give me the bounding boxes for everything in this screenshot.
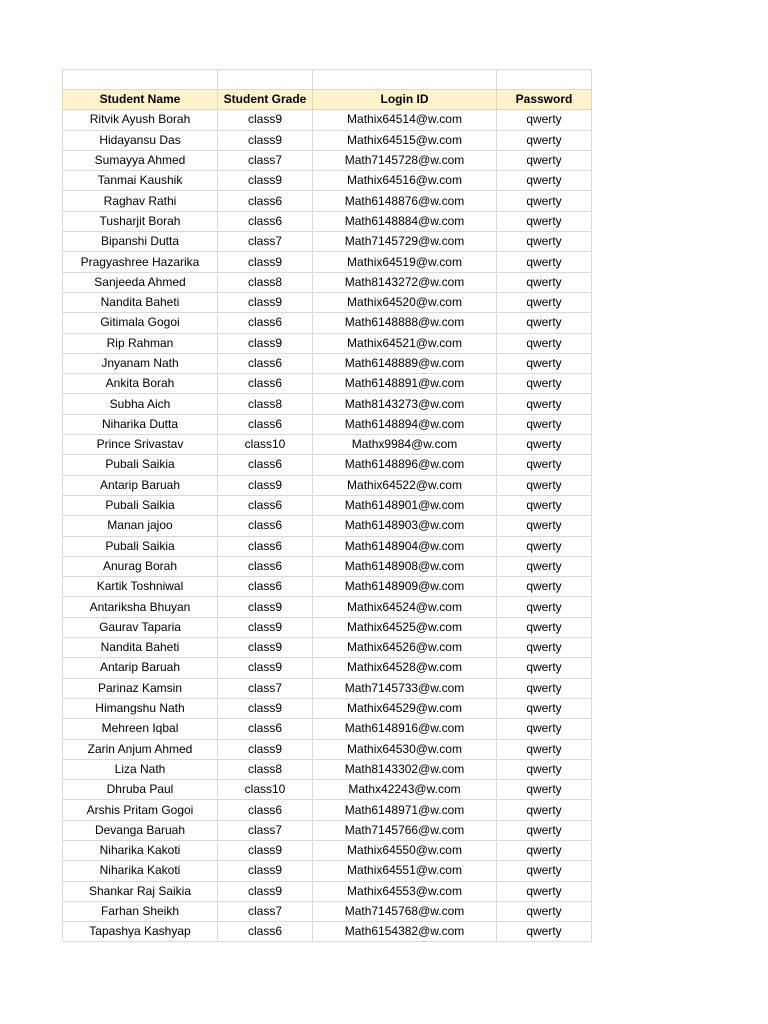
student-grade-cell: class10 bbox=[218, 435, 313, 455]
login-id-cell: Mathix64516@w.com bbox=[313, 171, 497, 191]
student-name-cell: Tapashya Kashyap bbox=[63, 922, 218, 942]
login-id-cell: Math7145729@w.com bbox=[313, 232, 497, 252]
student-name-cell: Himangshu Nath bbox=[63, 698, 218, 718]
blank-row bbox=[63, 70, 592, 90]
student-name-cell: Farhan Sheikh bbox=[63, 901, 218, 921]
student-login-table bbox=[62, 69, 592, 942]
student-grade-cell: class9 bbox=[218, 130, 313, 150]
table-row bbox=[63, 719, 592, 739]
login-id-cell: Mathix64551@w.com bbox=[313, 861, 497, 881]
student-name-cell: Pubali Saikia bbox=[63, 455, 218, 475]
student-name-cell: Gitimala Gogoi bbox=[63, 313, 218, 333]
table-row bbox=[63, 435, 592, 455]
student-grade-cell: class6 bbox=[218, 414, 313, 434]
password-cell: qwerty bbox=[497, 759, 592, 779]
table-row bbox=[63, 638, 592, 658]
login-id-cell: Math6148876@w.com bbox=[313, 191, 497, 211]
table-row bbox=[63, 820, 592, 840]
login-id-cell: Math6148884@w.com bbox=[313, 211, 497, 231]
table-row bbox=[63, 780, 592, 800]
password-cell: qwerty bbox=[497, 455, 592, 475]
student-grade-cell: class6 bbox=[218, 353, 313, 373]
password-cell: qwerty bbox=[497, 922, 592, 942]
student-grade-cell: class7 bbox=[218, 678, 313, 698]
student-name-cell: Hidayansu Das bbox=[63, 130, 218, 150]
password-cell: qwerty bbox=[497, 597, 592, 617]
table-row bbox=[63, 495, 592, 515]
password-cell: qwerty bbox=[497, 211, 592, 231]
student-grade-cell: class9 bbox=[218, 617, 313, 637]
password-cell: qwerty bbox=[497, 110, 592, 130]
student-name-cell: Pragyashree Hazarika bbox=[63, 252, 218, 272]
password-cell: qwerty bbox=[497, 495, 592, 515]
student-name-cell: Liza Nath bbox=[63, 759, 218, 779]
student-name-cell: Antarip Baruah bbox=[63, 475, 218, 495]
password-cell: qwerty bbox=[497, 292, 592, 312]
student-name-cell: Prince Srivastav bbox=[63, 435, 218, 455]
student-grade-cell: class8 bbox=[218, 272, 313, 292]
password-cell: qwerty bbox=[497, 333, 592, 353]
login-id-cell: Mathx42243@w.com bbox=[313, 780, 497, 800]
student-grade-cell: class9 bbox=[218, 597, 313, 617]
login-id-cell: Mathx9984@w.com bbox=[313, 435, 497, 455]
table-row bbox=[63, 475, 592, 495]
login-id-cell: Math6148903@w.com bbox=[313, 516, 497, 536]
password-cell: qwerty bbox=[497, 556, 592, 576]
table-row bbox=[63, 292, 592, 312]
header-password: Password bbox=[497, 90, 592, 110]
password-cell: qwerty bbox=[497, 901, 592, 921]
blank-cell bbox=[313, 70, 497, 90]
login-id-cell: Mathix64526@w.com bbox=[313, 638, 497, 658]
student-grade-cell: class6 bbox=[218, 495, 313, 515]
password-cell: qwerty bbox=[497, 130, 592, 150]
student-name-cell: Jnyanam Nath bbox=[63, 353, 218, 373]
login-id-cell: Mathix64521@w.com bbox=[313, 333, 497, 353]
student-name-cell: Antarip Baruah bbox=[63, 658, 218, 678]
table-row bbox=[63, 171, 592, 191]
password-cell: qwerty bbox=[497, 414, 592, 434]
table-row bbox=[63, 272, 592, 292]
login-id-cell: Mathix64530@w.com bbox=[313, 739, 497, 759]
student-grade-cell: class9 bbox=[218, 333, 313, 353]
student-name-cell: Pubali Saikia bbox=[63, 536, 218, 556]
header-row bbox=[63, 90, 592, 110]
password-cell: qwerty bbox=[497, 353, 592, 373]
password-cell: qwerty bbox=[497, 577, 592, 597]
student-grade-cell: class6 bbox=[218, 516, 313, 536]
login-id-cell: Math7145728@w.com bbox=[313, 150, 497, 170]
student-grade-cell: class6 bbox=[218, 800, 313, 820]
table-row bbox=[63, 333, 592, 353]
login-id-cell: Math7145768@w.com bbox=[313, 901, 497, 921]
table-row bbox=[63, 901, 592, 921]
password-cell: qwerty bbox=[497, 840, 592, 860]
password-cell: qwerty bbox=[497, 313, 592, 333]
student-grade-cell: class7 bbox=[218, 901, 313, 921]
table-row bbox=[63, 739, 592, 759]
table-row bbox=[63, 800, 592, 820]
table-row bbox=[63, 678, 592, 698]
student-name-cell: Rip Rahman bbox=[63, 333, 218, 353]
login-id-cell: Math6148909@w.com bbox=[313, 577, 497, 597]
table-row bbox=[63, 374, 592, 394]
login-id-cell: Math6148896@w.com bbox=[313, 455, 497, 475]
table-row bbox=[63, 698, 592, 718]
password-cell: qwerty bbox=[497, 658, 592, 678]
student-grade-cell: class9 bbox=[218, 698, 313, 718]
table-row bbox=[63, 191, 592, 211]
student-grade-cell: class9 bbox=[218, 638, 313, 658]
student-name-cell: Raghav Rathi bbox=[63, 191, 218, 211]
student-name-cell: Shankar Raj Saikia bbox=[63, 881, 218, 901]
table-row bbox=[63, 130, 592, 150]
login-id-cell: Mathix64519@w.com bbox=[313, 252, 497, 272]
student-name-cell: Tanmai Kaushik bbox=[63, 171, 218, 191]
login-id-cell: Mathix64515@w.com bbox=[313, 130, 497, 150]
student-grade-cell: class9 bbox=[218, 739, 313, 759]
student-grade-cell: class7 bbox=[218, 232, 313, 252]
login-id-cell: Mathix64524@w.com bbox=[313, 597, 497, 617]
student-grade-cell: class9 bbox=[218, 171, 313, 191]
student-grade-cell: class7 bbox=[218, 820, 313, 840]
student-name-cell: Sumayya Ahmed bbox=[63, 150, 218, 170]
student-name-cell: Nandita Baheti bbox=[63, 292, 218, 312]
password-cell: qwerty bbox=[497, 475, 592, 495]
table-row bbox=[63, 617, 592, 637]
password-cell: qwerty bbox=[497, 638, 592, 658]
login-id-cell: Mathix64550@w.com bbox=[313, 840, 497, 860]
password-cell: qwerty bbox=[497, 861, 592, 881]
student-grade-cell: class9 bbox=[218, 658, 313, 678]
student-grade-cell: class9 bbox=[218, 252, 313, 272]
password-cell: qwerty bbox=[497, 191, 592, 211]
table-row bbox=[63, 861, 592, 881]
password-cell: qwerty bbox=[497, 820, 592, 840]
login-id-cell: Math6154382@w.com bbox=[313, 922, 497, 942]
password-cell: qwerty bbox=[497, 435, 592, 455]
table-row bbox=[63, 840, 592, 860]
header-student-grade: Student Grade bbox=[218, 90, 313, 110]
login-id-cell: Math6148891@w.com bbox=[313, 374, 497, 394]
student-grade-cell: class7 bbox=[218, 150, 313, 170]
student-name-cell: Gaurav Taparia bbox=[63, 617, 218, 637]
login-id-cell: Math6148901@w.com bbox=[313, 495, 497, 515]
table-row bbox=[63, 414, 592, 434]
login-id-cell: Mathix64529@w.com bbox=[313, 698, 497, 718]
password-cell: qwerty bbox=[497, 800, 592, 820]
student-name-cell: Devanga Baruah bbox=[63, 820, 218, 840]
student-name-cell: Antariksha Bhuyan bbox=[63, 597, 218, 617]
student-name-cell: Ankita Borah bbox=[63, 374, 218, 394]
student-grade-cell: class6 bbox=[218, 577, 313, 597]
password-cell: qwerty bbox=[497, 719, 592, 739]
student-grade-cell: class10 bbox=[218, 780, 313, 800]
student-grade-cell: class9 bbox=[218, 881, 313, 901]
student-name-cell: Arshis Pritam Gogoi bbox=[63, 800, 218, 820]
table-row bbox=[63, 881, 592, 901]
password-cell: qwerty bbox=[497, 617, 592, 637]
password-cell: qwerty bbox=[497, 516, 592, 536]
student-name-cell: Subha Aich bbox=[63, 394, 218, 414]
student-name-cell: Zarin Anjum Ahmed bbox=[63, 739, 218, 759]
login-id-cell: Math6148894@w.com bbox=[313, 414, 497, 434]
table-row bbox=[63, 211, 592, 231]
password-cell: qwerty bbox=[497, 232, 592, 252]
student-grade-cell: class6 bbox=[218, 211, 313, 231]
login-id-cell: Mathix64525@w.com bbox=[313, 617, 497, 637]
table-row bbox=[63, 252, 592, 272]
login-id-cell: Math7145733@w.com bbox=[313, 678, 497, 698]
password-cell: qwerty bbox=[497, 374, 592, 394]
password-cell: qwerty bbox=[497, 394, 592, 414]
student-grade-cell: class6 bbox=[218, 922, 313, 942]
login-id-cell: Mathix64553@w.com bbox=[313, 881, 497, 901]
password-cell: qwerty bbox=[497, 536, 592, 556]
student-name-cell: Mehreen Iqbal bbox=[63, 719, 218, 739]
student-name-cell: Manan jajoo bbox=[63, 516, 218, 536]
table-row bbox=[63, 556, 592, 576]
login-id-cell: Mathix64520@w.com bbox=[313, 292, 497, 312]
table-row bbox=[63, 353, 592, 373]
password-cell: qwerty bbox=[497, 881, 592, 901]
blank-cell bbox=[497, 70, 592, 90]
student-name-cell: Kartik Toshniwal bbox=[63, 577, 218, 597]
table-row bbox=[63, 516, 592, 536]
login-id-cell: Math6148889@w.com bbox=[313, 353, 497, 373]
student-name-cell: Tusharjit Borah bbox=[63, 211, 218, 231]
login-id-cell: Math6148916@w.com bbox=[313, 719, 497, 739]
login-id-cell: Math6148904@w.com bbox=[313, 536, 497, 556]
table-row bbox=[63, 658, 592, 678]
login-id-cell: Mathix64528@w.com bbox=[313, 658, 497, 678]
student-name-cell: Dhruba Paul bbox=[63, 780, 218, 800]
password-cell: qwerty bbox=[497, 780, 592, 800]
student-name-cell: Pubali Saikia bbox=[63, 495, 218, 515]
login-id-cell: Math8143272@w.com bbox=[313, 272, 497, 292]
table-row bbox=[63, 536, 592, 556]
password-cell: qwerty bbox=[497, 252, 592, 272]
login-id-cell: Math6148971@w.com bbox=[313, 800, 497, 820]
table-row bbox=[63, 922, 592, 942]
student-grade-cell: class8 bbox=[218, 759, 313, 779]
student-grade-cell: class6 bbox=[218, 191, 313, 211]
table-row bbox=[63, 394, 592, 414]
student-grade-cell: class6 bbox=[218, 374, 313, 394]
student-grade-cell: class9 bbox=[218, 861, 313, 881]
password-cell: qwerty bbox=[497, 272, 592, 292]
table-row bbox=[63, 232, 592, 252]
student-name-cell: Niharika Kakoti bbox=[63, 840, 218, 860]
student-name-cell: Niharika Kakoti bbox=[63, 861, 218, 881]
student-name-cell: Sanjeeda Ahmed bbox=[63, 272, 218, 292]
password-cell: qwerty bbox=[497, 739, 592, 759]
table-row bbox=[63, 110, 592, 130]
header-login-id: Login ID bbox=[313, 90, 497, 110]
login-id-cell: Math7145766@w.com bbox=[313, 820, 497, 840]
login-id-cell: Math6148908@w.com bbox=[313, 556, 497, 576]
password-cell: qwerty bbox=[497, 171, 592, 191]
student-name-cell: Bipanshi Dutta bbox=[63, 232, 218, 252]
password-cell: qwerty bbox=[497, 678, 592, 698]
student-name-cell: Ritvik Ayush Borah bbox=[63, 110, 218, 130]
login-id-cell: Mathix64514@w.com bbox=[313, 110, 497, 130]
login-id-cell: Mathix64522@w.com bbox=[313, 475, 497, 495]
student-grade-cell: class6 bbox=[218, 556, 313, 576]
student-grade-cell: class6 bbox=[218, 313, 313, 333]
login-id-cell: Math6148888@w.com bbox=[313, 313, 497, 333]
table-row bbox=[63, 455, 592, 475]
student-grade-cell: class9 bbox=[218, 475, 313, 495]
table-row bbox=[63, 577, 592, 597]
student-name-cell: Niharika Dutta bbox=[63, 414, 218, 434]
student-grade-cell: class6 bbox=[218, 719, 313, 739]
password-cell: qwerty bbox=[497, 698, 592, 718]
student-grade-cell: class8 bbox=[218, 394, 313, 414]
login-id-cell: Math8143273@w.com bbox=[313, 394, 497, 414]
student-grade-cell: class6 bbox=[218, 455, 313, 475]
blank-cell bbox=[63, 70, 218, 90]
login-id-cell: Math8143302@w.com bbox=[313, 759, 497, 779]
student-grade-cell: class6 bbox=[218, 536, 313, 556]
student-grade-cell: class9 bbox=[218, 292, 313, 312]
student-grade-cell: class9 bbox=[218, 840, 313, 860]
password-cell: qwerty bbox=[497, 150, 592, 170]
table-row bbox=[63, 597, 592, 617]
header-student-name: Student Name bbox=[63, 90, 218, 110]
student-grade-cell: class9 bbox=[218, 110, 313, 130]
table-row bbox=[63, 313, 592, 333]
student-name-cell: Parinaz Kamsin bbox=[63, 678, 218, 698]
table-row bbox=[63, 759, 592, 779]
student-name-cell: Anurag Borah bbox=[63, 556, 218, 576]
blank-cell bbox=[218, 70, 313, 90]
student-name-cell: Nandita Baheti bbox=[63, 638, 218, 658]
table-row bbox=[63, 150, 592, 170]
